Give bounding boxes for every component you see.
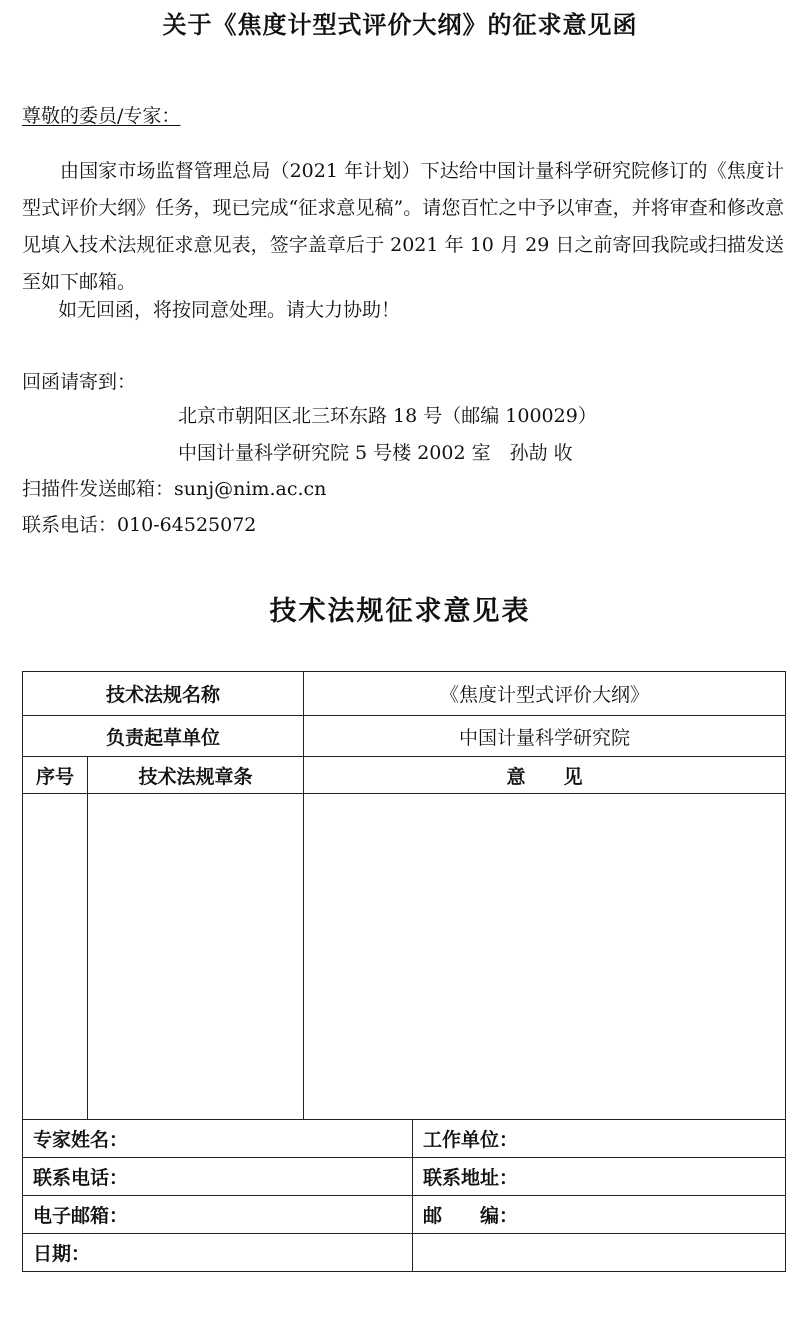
regulation-name-value: 《焦度计型式评价大纲》 (304, 672, 786, 716)
work-unit-field[interactable]: 工作单位： (413, 1120, 786, 1158)
seq-entry-cell[interactable] (23, 794, 88, 1120)
form-row-email (23, 1196, 786, 1234)
date-field[interactable]: 日期： (23, 1234, 413, 1272)
form-title: 技术法规征求意见表 (269, 596, 531, 627)
address-line-2: 中国计量科学研究院 5 号楼 2002 室 孙劼 收 (178, 442, 573, 464)
address-line-1: 北京市朝阳区北三环东路 18 号（邮编 100029） (178, 405, 597, 427)
col-header-clause: 技术法规章条 (88, 757, 304, 794)
body-paragraph (22, 153, 784, 301)
email-field[interactable]: 电子邮箱： (23, 1196, 413, 1234)
expert-name-field[interactable]: 专家姓名： (23, 1120, 413, 1158)
opinion-entry-cell[interactable] (304, 794, 786, 1120)
form-row-date (23, 1234, 786, 1272)
contact-phone-field[interactable]: 联系电话： (23, 1158, 413, 1196)
form-opinion-entry-row (23, 794, 786, 1120)
clause-entry-cell[interactable] (88, 794, 304, 1120)
closing-paragraph: 如无回函，将按同意处理。请大力协助！ (58, 299, 401, 321)
form-header-row (23, 757, 786, 794)
postcode-field[interactable]: 邮 编： (413, 1196, 786, 1234)
form-row-drafter (23, 716, 786, 757)
email-line: 扫描件发送邮箱：sunj@nim.ac.cn (22, 478, 327, 500)
letter-title: 关于《焦度计型式评价大纲》的征求意见函 (162, 11, 638, 39)
phone-line: 联系电话：010-64525072 (22, 514, 257, 536)
form-row-contact (23, 1158, 786, 1196)
form-row-expert (23, 1120, 786, 1158)
salutation: 尊敬的委员/专家： (22, 105, 181, 127)
regulation-name-label: 技术法规名称 (23, 672, 304, 716)
contact-address-field[interactable]: 联系地址： (413, 1158, 786, 1196)
drafter-label: 负责起草单位 (23, 716, 304, 757)
drafter-value: 中国计量科学研究院 (304, 716, 786, 757)
opinion-form-table (22, 671, 786, 1272)
col-header-opinion: 意 见 (304, 757, 786, 794)
col-header-seq: 序号 (23, 757, 88, 794)
date-empty-cell (413, 1234, 786, 1272)
body-paragraph-text: 由国家市场监督管理总局（2021 年计划）下达给中国计量科学研究院修订的《焦度计型式评价大纲》任务，现已完成“征求意见稿”。请您百忙之中予以审查，并将审查和修改意见填入技术法规征求意见表，签字盖章后于 2021 年 10 月 29 日之前寄回我院或扫描发送至如下邮箱。 (22, 160, 784, 293)
form-row-name (23, 672, 786, 716)
return-label: 回函请寄到： (22, 371, 137, 393)
